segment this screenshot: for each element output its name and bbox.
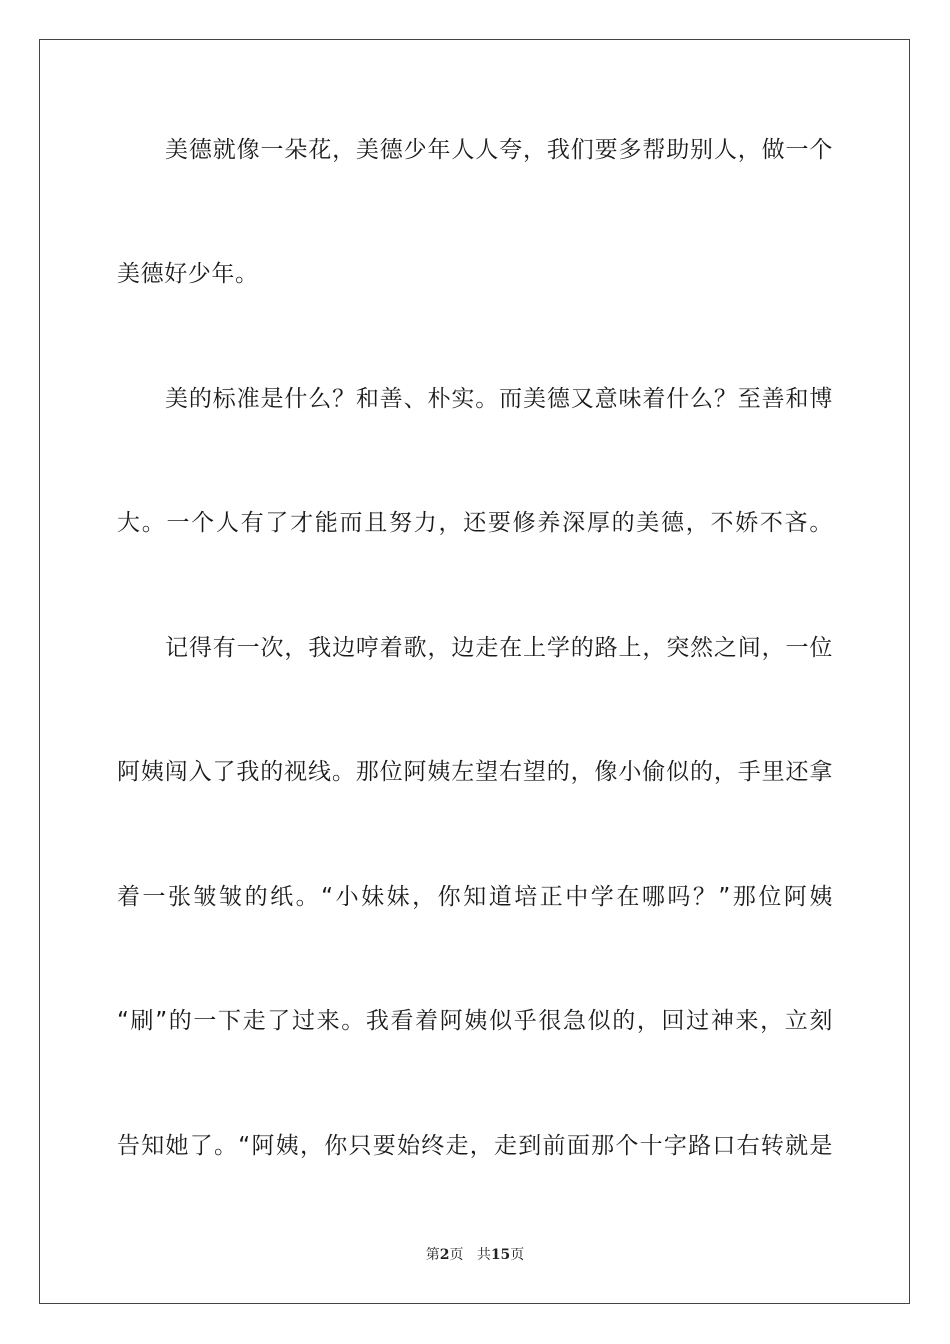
footer-prefix: 第 — [425, 1247, 440, 1263]
current-page-number: 2 — [439, 1247, 450, 1263]
page-footer — [0, 1246, 950, 1264]
text-line: 美德好少年。 — [117, 261, 259, 287]
text-line: 美的标准是什么？和善、朴实。而美德又意味着什么？至善和博 — [165, 386, 833, 412]
text-line: 着一张皱皱的纸。“小妹妹，你知道培正中学在哪吗？”那位阿姨 — [117, 884, 833, 910]
footer-total-prefix: 共 — [476, 1247, 491, 1263]
text-line: 告知她了。“阿姨，你只要始终走，走到前面那个十字路口右转就是 — [117, 1133, 833, 1159]
text-line: 美德就像一朵花，美德少年人人夸，我们要多帮助别人，做一个 — [165, 137, 833, 163]
text-line: 阿姨闯入了我的视线。那位阿姨左望右望的，像小偷似的，手里还拿 — [117, 759, 833, 785]
text-line: 记得有一次，我边哼着歌，边走在上学的路上，突然之间，一位 — [165, 635, 833, 661]
footer-total-suffix: 页 — [510, 1247, 525, 1263]
text-line: “刷”的一下走了过来。我看着阿姨似乎很急似的，回过神来，立刻 — [117, 1008, 833, 1034]
page-border — [39, 39, 910, 1304]
text-line: 大。一个人有了才能而且努力，还要修养深厚的美德，不娇不吝。 — [117, 510, 833, 536]
footer-page-suffix: 页 — [449, 1247, 464, 1263]
total-pages-number: 15 — [490, 1247, 511, 1263]
